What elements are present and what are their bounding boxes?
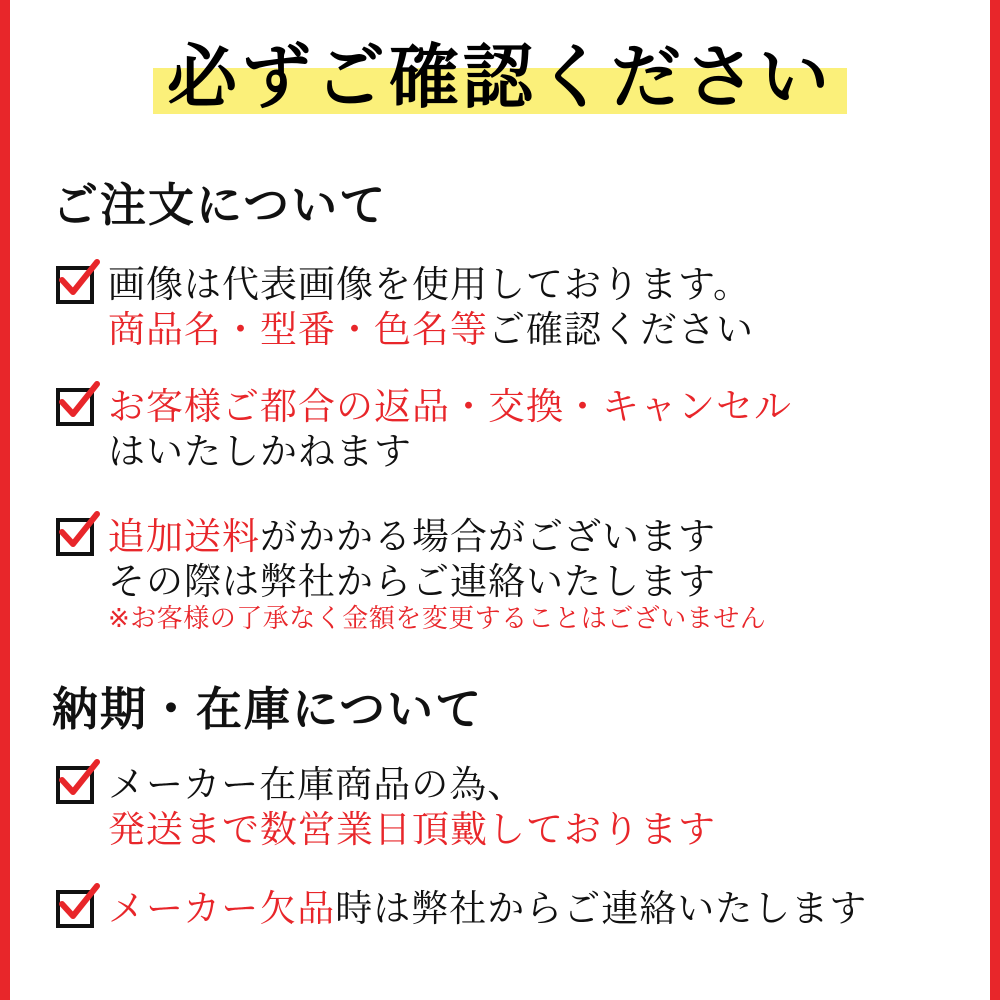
item-line: お客様ご都合の返品・交換・キャンセル — [108, 385, 792, 428]
checkbox-checked-icon — [56, 890, 94, 928]
item-note: ※お客様の了承なく金額を変更することはございません — [108, 604, 767, 635]
item-line: 商品名・型番・色名等ご確認ください — [108, 308, 754, 352]
item-line: 発送まで数営業日頂戴しております — [108, 808, 716, 852]
item-line: 追加送料がかかる場合がございます — [108, 515, 716, 558]
item-line: その際は弊社からご連絡いたします — [108, 560, 716, 604]
item-line: 画像は代表画像を使用しております。 — [108, 263, 752, 306]
notice-content — [10, 0, 990, 1000]
check-item-order-1 — [56, 262, 976, 352]
item-line: はいたしかねます — [108, 430, 412, 474]
check-item-stock-2 — [56, 886, 976, 931]
item-line: メーカー欠品時は弊社からご連絡いたします — [108, 887, 868, 930]
checkbox-checked-icon — [56, 766, 94, 804]
section-heading-order: ご注文について — [52, 178, 388, 232]
checkbox-checked-icon — [56, 518, 94, 556]
title-text: 必ずご確認ください — [167, 36, 833, 118]
check-item-order-3 — [56, 514, 976, 635]
page-title — [10, 34, 990, 122]
check-item-order-2 — [56, 384, 976, 474]
checkbox-checked-icon — [56, 266, 94, 304]
check-item-stock-1 — [56, 762, 976, 852]
checkbox-checked-icon — [56, 388, 94, 426]
item-line: メーカー在庫商品の為、 — [108, 763, 526, 806]
section-heading-stock: 納期・在庫について — [52, 682, 484, 736]
